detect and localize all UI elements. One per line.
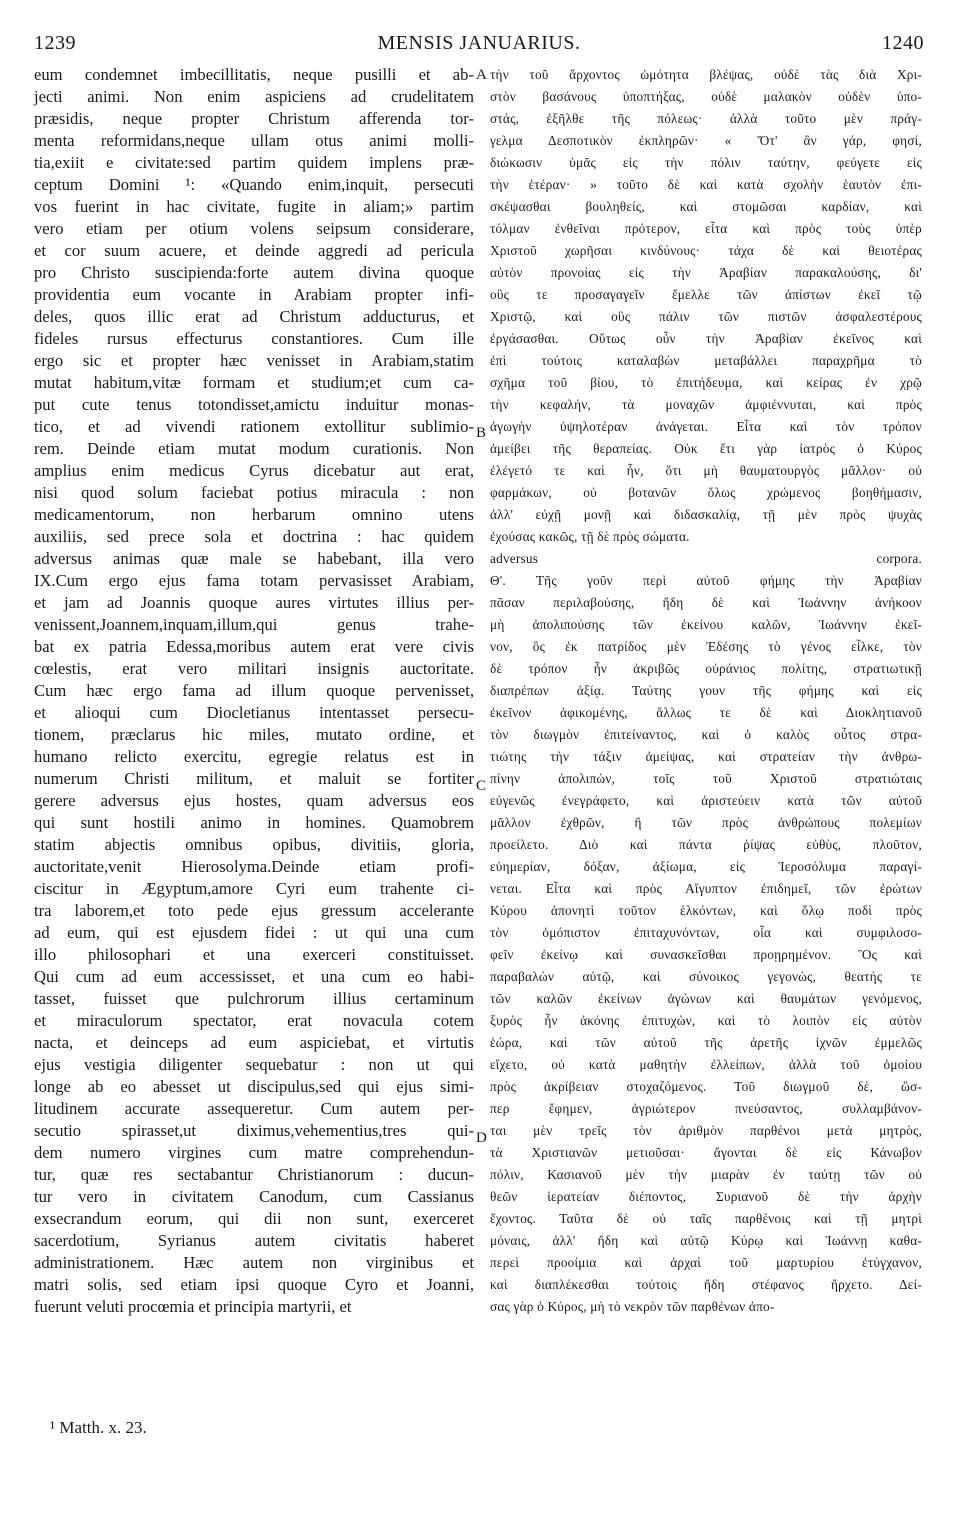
text-line: στάς, ἐξῆλθε τῆς πόλεως· ἀλλὰ τοῦτο μὲν πράγ- [490, 111, 922, 126]
text-line: ἀλλ' εὐχῇ μονῇ καὶ διδασκαλίᾳ, τῇ μὲν πρὸς ψυχὰς [490, 507, 922, 522]
section-marker-b: B [476, 425, 487, 441]
text-line: φεῖν ἐκείνῳ καὶ συνασκεῖσθαι προῃρημένον. Ὃς καὶ [490, 947, 922, 962]
page-header [34, 32, 924, 58]
text-line: vero etiam per otium volens seipsum considerare, [34, 219, 474, 238]
text-line: εὐημερίαν, δόξαν, ἀξίωμα, εἰς Ἱεροσόλυμα παραγί- [490, 859, 922, 874]
text-line: matri solis, sed etiam ipsi quoque Cyro et Joanni, [34, 1275, 474, 1294]
text-line: πόλιν, Κασιανοῦ μὲν τὴν μιαρὰν ἐν ταύτῃ τῶν οὐ [490, 1167, 922, 1182]
text-line: gerere adversus ejus hostes, quam adversus eos [34, 791, 474, 810]
text-line: πίνην ἀπολιπὼν, τοῖς τοῦ Χριστοῦ στρατιώταις [490, 771, 922, 786]
text-line: cœlestis, erat vero militari insignis auctoritate. [34, 659, 474, 678]
text-line: præsidis, neque propter Christum afferenda tor- [34, 109, 474, 128]
text-line: ἐπὶ τούτοις καταλαβὼν μεταβάλλει παραχρῆμα τὸ [490, 353, 922, 368]
text-line: IX.Cum ergo ejus fama totam pervasisset Arabiam, [34, 571, 474, 590]
text-line: τὴν τοῦ ἄρχοντος ὠμότητα βλέψας, οὐδὲ τὰς διὰ Χρι- [490, 67, 922, 82]
text-line: ἐλέγετό τε καὶ ἦν, ὅτι μὴ θαυματουργὸς μᾶλλον· οὐ [490, 463, 922, 478]
text-line: providentia eum vocante in Arabiam propter infi- [34, 285, 474, 304]
text-line: Χριστοῦ χωρῆσαι κινδύνους· τάχα δὲ καὶ θειοτέρας [490, 243, 922, 258]
text-line: ad eum, qui est ejusdem fidei : ut qui una cum [34, 923, 474, 942]
text-line: nacta, et deinceps ad eum aspiciebat, et virtutis [34, 1033, 474, 1052]
text-line: longe ab eo abesset ut discipulus,sed qui ejus simi- [34, 1077, 474, 1096]
text-line: δὲ τρόπον ἦν ἀκριβῶς οὐράνιος πολίτης, στρατιωτικῇ [490, 661, 922, 676]
text-line: διώκωσιν ὑμᾶς εἰς τὴν πόλιν ταύτην, φεύγετε εἰς [490, 155, 922, 170]
text-line: fideles rursus effecturus constantiores. Cum ille [34, 329, 474, 348]
text-line: tionem, præclarus hic miles, mutato ordine, et [34, 725, 474, 744]
text-line: μόναις, ἀλλ' ἤδη καὶ αὐτῷ Κύρῳ καὶ Ἰωάννῃ καθα- [490, 1233, 922, 1248]
text-line: et miraculorum spectator, erat novacula cotem [34, 1011, 474, 1030]
text-line: σας γὰρ ὁ Κύρος, μὴ τὸ νεκρὸν τῶν παρθένων ἀπο- [490, 1299, 775, 1314]
text-line: οὓς τε προσαγαγεῖν ἔμελλε τῶν ἀπίστων ἐκεῖ τῷ [490, 287, 922, 302]
text-line: Cum hæc ergo fama ad illum quoque pervenisset, [34, 681, 474, 700]
text-line: jecti animi. Non enim aspiciens ad crudelitatem [34, 87, 474, 106]
text-line: ejus vestigia diligenter sequebatur : non ut qui [34, 1055, 474, 1074]
text-line: exsecrandum eorum, qui dii non sunt, exerceret [34, 1209, 474, 1228]
text-line: διαπρέπων ἀξίᾳ. Ταύτης γουν τῆς φήμης καὶ εἰς [490, 683, 922, 698]
page-number-left: 1239 [34, 32, 76, 54]
section-marker-c: C [476, 778, 487, 794]
text-line: πᾶσαν περιλαβούσης, ἤδη δὲ καὶ Ἰωάννην ἀνήκοον [490, 595, 922, 610]
text-line: σκέψασθαι βουληθείς, καὶ στομῶσαι καρδίαν, καὶ [490, 199, 922, 214]
text-line: γελμα Δεσποτικὸν ἐκπληρῶν· « Ὅτ' ἂν γάρ, φησί, [490, 133, 922, 148]
text-line: tur vero in civitatem Canodum, cum Cassianus [34, 1187, 474, 1206]
text-line: ἀγωγὴν ὑψηλοτέραν ἀνάγεται. Εἶτα καὶ τὸν τρόπον [490, 419, 922, 434]
section-marker-d: D [476, 1130, 487, 1146]
text-line: περεὶ προοίμια καὶ ἀρχαὶ τοῦ μαρτυρίου ἐτύγχανον, [490, 1255, 922, 1270]
text-line: τιώτης τὴν τάξιν ἀμείψας, καὶ στρατείαν τὴν ἀνθρω- [490, 749, 922, 764]
text-line: administrationem. Hæc autem non virginibus et [34, 1253, 474, 1272]
text-line: auctoritate,venit Hierosolyma.Deinde etiam profi- [34, 857, 474, 876]
text-line: ἑώρα, καὶ τῶν αὐτοῦ τῆς ἀρετῆς ἰχνῶν ἐμμελῶς [490, 1035, 922, 1050]
text-line: amplius enim medicus Cyrus dicebatur aut erat, [34, 461, 474, 480]
text-line: humano relicto exercitu, egregie relatus est in [34, 747, 474, 766]
text-line: vos fuerint in hac civitate, fugite in aliam;» partim [34, 197, 474, 216]
text-line: τὰ Χριστιανῶν μετιοῦσαι· ἄγονται δὲ εἰς Κάνωβον [490, 1145, 922, 1160]
text-line: ἀμείβει τῆς θεραπείας. Οὐκ ἔτι γὰρ ἰατρὸς ὁ Κύρος [490, 441, 922, 456]
text-line: Κύρου ἀπονητὶ τοῦτον ἑλκόντων, καὶ ὅλῳ ποδὶ πρὸς [490, 903, 922, 918]
text-line: μὴ ἀπολιπούσης τῶν ἐκείνου καλῶν, Ἰωάννην ἐκεῖ- [490, 617, 922, 632]
text-line: αὐτὸν προνοίας εἰς τὴν Ἀραβίαν παρακαλούσης, δι' [490, 265, 922, 280]
text-line: ἔχοντος. Ταῦτα δὲ οὐ ταῖς παρθένοις καὶ τῇ μητρὶ [490, 1211, 922, 1226]
text-line: φαρμάκων, οὐ βοτανῶν ὅλως χρώμενος βοηθήμασιν, [490, 485, 922, 500]
running-title: MENSIS JANUARIUS. [377, 32, 581, 54]
text-line: tasset, fuisset que pulchrorum illius certaminum [34, 989, 474, 1008]
text-line: et cor suum acuere, et deinde aggredi ad pericula [34, 241, 474, 260]
text-line: litudinem accurate assequeretur. Cum autem per- [34, 1099, 474, 1118]
footnote: ¹ Matth. x. 23. [50, 1418, 147, 1437]
text-line: θεῶν ἱερατείαν διέποντος, Συριανοῦ δὲ τὴν ἀρχὴν [490, 1189, 922, 1204]
text-line: tia,exiit e civitate:sed partim quidem implens præ- [34, 153, 474, 172]
text-line: σχῆμα τοῦ βίου, τὸ ἐπιτήδευμα, καὶ κείρας ἐν χρῷ [490, 375, 922, 390]
text-line: τὴν κεφαλήν, τὰ μοναχῶν ἀμφιέννυται, καὶ πρὸς [490, 397, 922, 412]
text-line: venissent,Joannem,inquam,illum,qui genus trahe- [34, 615, 474, 634]
text-line: καὶ διαπλέκεσθαι τούτοις ἤδη στέφανος ἤρχετο. Δεί- [490, 1277, 922, 1292]
text-line: mutat habitum,vitæ formam et studium;et cum ca- [34, 373, 474, 392]
text-line: tur, quæ res sectabantur Christianorum : ducun- [34, 1165, 474, 1184]
text-line: Qui cum ad eum accessisset, et una cum eo habi- [34, 967, 474, 986]
text-line: ergo sic et propter hæc venisset in Arabiam,statim [34, 351, 474, 370]
text-line: ciscitur in Ægyptum,amore Cyri eum trahente ci- [34, 879, 474, 898]
section-marker-a: A [476, 67, 487, 83]
text-line: ἐργάσασθαι. Οὕτως οὖν τὴν Ἀραβίαν ἐκεῖνος καὶ [490, 331, 922, 346]
latin-column [34, 64, 474, 1318]
text-line: menta reformidans,neque ullam otus animi molli- [34, 131, 474, 150]
text-line: rem. Deinde etiam mutat modum curationis. Non [34, 439, 474, 458]
text-line: tico, et ad vivendi rationem extollitur sublimio- [34, 417, 474, 436]
text-line: τόλμαν ἐνθεῖναι πρότερον, εἶτα καὶ πρὸς τοὺς ὑπὲρ [490, 221, 922, 236]
text-line: τὴν ἑτέραν· » τοῦτο δὲ καὶ κατὰ σχολὴν ἑαυτὸν ἐπι- [490, 177, 922, 192]
text-line: νον, ὃς ἐκ πατρίδος μὲν Ἐδέσης τὸ γένος εἷλκε, τὸν [490, 639, 922, 654]
text-line: Θ'. Τῆς γοῦν περὶ αὐτοῦ φήμης τὴν Ἀραβίαν [490, 573, 922, 588]
text-line: προείλετο. Διὸ καὶ πάντα ῥίψας εὐθὺς, πλοῦτον, [490, 837, 922, 852]
text-line: εἴχετο, οὐ κατὰ μαθητὴν ἐλλείπων, ἀλλὰ τοῦ ὁμοίου [490, 1057, 922, 1072]
text-line: et jam ad Joannis quoque aures virtutes illius per- [34, 593, 474, 612]
text-line: ξυρὸς ἦν ἀκόνης ἐπιτυχὼν, καὶ τὸ λοιπὸν εἰς αὐτὸν [490, 1013, 922, 1028]
text-line: τὸν ὁμόπιστον ἐπιταχυνόντων, οἷα καὶ συμφιλοσο- [490, 925, 922, 940]
text-line: ἐχούσας κακῶς, τῇ δὲ πρὸς σώματα. [490, 529, 690, 544]
text-line: tra laborem,et toto pede ejus gressum accelerante [34, 901, 474, 920]
text-line: μᾶλλον ἐχθρῶν, ἢ τῶν πρὸς ἀνθρώπους πολεμίων [490, 815, 922, 830]
text-line: et alioqui cum Diocletianus intentasset persecu- [34, 703, 474, 722]
text-line: παραβαλὼν αὐτῷ, καὶ σύνοικος γεγονὼς, θεατής τε [490, 969, 922, 984]
text-line: περ ἔφημεν, ἀγριώτερον πνεύσαντος, συλλαμβάνον- [490, 1101, 922, 1116]
page-number-right: 1240 [882, 32, 924, 54]
text-line: auxiliis, sed prece sola et doctrina : hac quidem [34, 527, 474, 546]
text-line: put cute tenus totondisset,amictu induitur monas- [34, 395, 474, 414]
text-line: pro Christo suscipienda:forte autem divina quoque [34, 263, 474, 282]
text-line: ἐκεῖνον ἀφικομένης, ἄλλως τε δὲ καὶ Διοκλητιανοῦ [490, 705, 922, 720]
text-line: στὸν βασάνους ὑποπτήξας, οὐδὲ μαλακὸν οὐδὲν ὑπο- [490, 89, 922, 104]
text-line: fuerunt veluti procœmia et principia martyrii, et [34, 1297, 352, 1316]
greek-column [490, 64, 922, 1318]
text-line: τὸν διωγμὸν ἐπιτείναντος, καὶ ὁ καλὸς οὗτος στρα- [490, 727, 922, 742]
text-line: adversus animas quæ male se habebant, illa vero [34, 549, 474, 568]
text-line: qui sunt hostili animo in homines. Quamobrem [34, 813, 474, 832]
text-line: ται μὲν τρεῖς τὸν ἀριθμὸν παρθένοι μετὰ μητρὸς, [490, 1123, 922, 1138]
text-line: bat ex patria Edessa,moribus autem erat vere civis [34, 637, 474, 656]
text-line: statim abjectis omnibus opibus, divitiis, gloria, [34, 835, 474, 854]
text-line: nisi quod solum faciebat potius miracula : non [34, 483, 474, 502]
text-line: numerum Christi militum, et maluit se fortiter [34, 769, 474, 788]
text-line: τῶν καλῶν ἐκείνων ἀγώνων καὶ θαυμάτων γενόμενος, [490, 991, 922, 1006]
text-line: secutio spirasset,ut diximus,vehementius,tres qui- [34, 1121, 474, 1140]
text-line: πρὸς ἀκρίβειαν στοχαζόμενος. Τοῦ διωγμοῦ δὲ, ὥσ- [490, 1079, 922, 1094]
text-line: sacerdotium, Syrianus autem civitatis haberet [34, 1231, 474, 1250]
text-line: eum condemnet imbecillitatis, neque pusilli et ab- [34, 65, 474, 84]
text-line: dem numero virgines cum matre comprehendun- [34, 1143, 474, 1162]
text-line: deles, quos illic erat ad Christum adducturus, et [34, 307, 474, 326]
text-line: ceptum Domini ¹: «Quando enim,inquit, persecuti [34, 175, 474, 194]
text-line: Χριστῷ, καὶ οὓς πάλιν τῶν πιστῶν ἀσφαλεστέρους [490, 309, 922, 324]
text-line: νεται. Εἶτα καὶ πρὸς Αἴγυπτον ἐπιδημεῖ, τῶν ἐρώτων [490, 881, 922, 896]
text-line: illo philosophari et una exerceri constituisset. [34, 945, 474, 964]
text-line: medicamentorum, non herbarum omnino utens [34, 505, 474, 524]
text-line: εὐγενῶς ἐνεγράφετο, καὶ ἀριστεύειν κατὰ τῶν αὐτοῦ [490, 793, 922, 808]
text-line: adversus corpora. [490, 551, 922, 566]
